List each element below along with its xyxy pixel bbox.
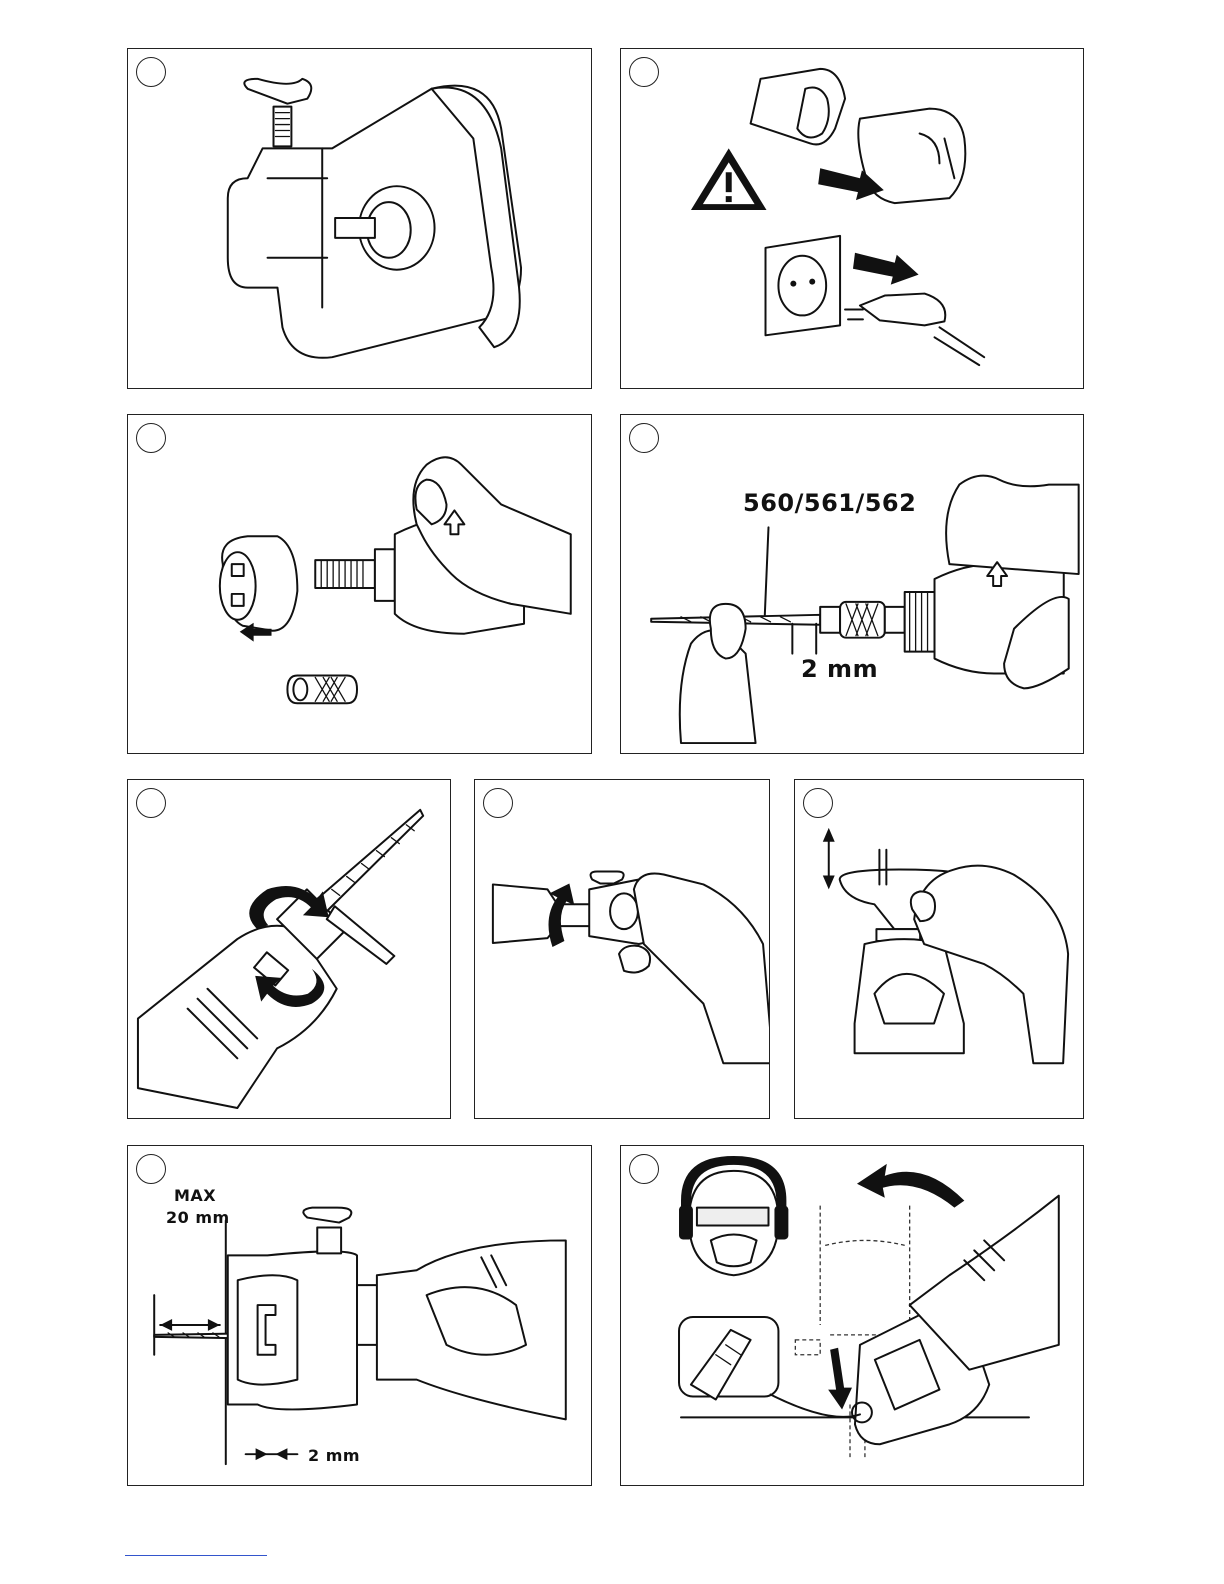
warning-triangle-icon	[691, 148, 767, 210]
up-down-arrow-icon	[823, 828, 835, 890]
panel-8	[127, 1145, 592, 1486]
plug-icon	[845, 294, 984, 366]
gap-label: 2 mm	[801, 655, 879, 683]
down-arrow-icon	[828, 1348, 852, 1410]
hand-icon	[619, 874, 769, 1064]
tool-body-icon	[855, 1196, 1059, 1445]
protective-goggles-mask-earmuffs-icon	[679, 1156, 788, 1275]
sharpening-attachment-illustration	[128, 49, 591, 388]
tool-body-icon	[751, 69, 845, 145]
panel-2	[620, 48, 1084, 389]
chuck-icon	[287, 675, 357, 703]
tilt-arrow-icon	[857, 1164, 964, 1208]
tool-body-icon	[377, 1240, 566, 1419]
max-label-line2: 20 mm	[166, 1208, 230, 1227]
panel-4	[620, 414, 1084, 754]
tool-body-icon	[138, 926, 337, 1108]
part-numbers-label: 560/561/562	[743, 489, 917, 517]
power-socket-icon	[766, 236, 841, 335]
offset-label: 2 mm	[308, 1446, 361, 1465]
chuck-icon	[820, 592, 934, 652]
panel-3	[127, 414, 592, 754]
max-label-line1: MAX	[174, 1186, 217, 1205]
max-dimension-arrow-icon	[160, 1319, 220, 1331]
footer-rule	[125, 1555, 267, 1556]
sharpening-attachment-icon	[228, 1208, 382, 1410]
panel-7	[794, 779, 1084, 1119]
offset-dimension-arrow-icon	[246, 1448, 298, 1460]
panel-9	[620, 1145, 1084, 1486]
panel-6	[474, 779, 770, 1119]
panel-5	[127, 779, 451, 1119]
panel-1	[127, 48, 592, 389]
collet-nut-icon	[220, 536, 298, 630]
drill-tip-detail-icon	[679, 1317, 778, 1400]
plug-removal-arrow-icon	[853, 253, 919, 285]
